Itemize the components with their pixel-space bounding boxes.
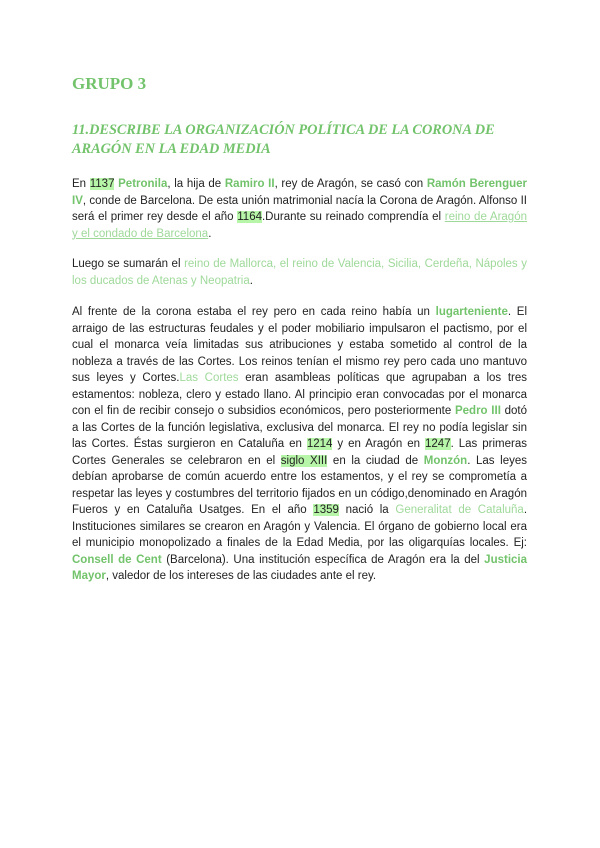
text-run: , valedor de los intereses de las ciudades ante el rey. bbox=[105, 570, 377, 582]
highlighted-year: 1214 bbox=[306, 438, 333, 450]
name-petronila: Petronila bbox=[118, 178, 168, 190]
term-consell: Consell de Cent bbox=[72, 553, 162, 566]
highlighted-year: 1137 bbox=[89, 178, 115, 190]
name-ramon: Ramón Berenguer IV bbox=[72, 178, 527, 207]
text-run: eran asambleas políticas que agrupaban a los tres estamentos: nobleza, clero y estado llano. Al principio eran convocadas por el monarca con el fin de recibir consejo o subsidios económicos, pero posteriormente bbox=[72, 372, 527, 417]
term-justicia: Justicia Mayor bbox=[72, 553, 527, 582]
text-run: , rey de Aragón, se casó con bbox=[274, 178, 427, 190]
text-run: . El arraigo de las estructuras feudales y el poder mobiliario impulsaron el pactismo, por el cual el monarca veía limitadas sus atribuciones y estaba sometido al control de la nobleza a través de las Cortes. Los reinos tenían el mismo rey pero cada uno mantuvo sus leyes y Cortes. bbox=[72, 306, 527, 384]
text-run: . Las leyes debían aprobarse de común acuerdo entre los estamentos, y el rey se comprometía a respetar las leyes y costumbres del territorio fijados en un código,denominado en Aragón Fueros y en Cataluña Usatges. En el año bbox=[72, 454, 527, 516]
section-title: 11.DESCRIBE LA ORGANIZACIÓN POLÍTICA DE LA CORONA DE ARAGÓN EN LA EDAD MEDIA bbox=[72, 122, 495, 157]
place-monzon: Monzón bbox=[423, 454, 468, 467]
group-title: GRUPO 3 bbox=[72, 74, 147, 93]
kingdoms-list: reino de Mallorca, el reino de Valencia, Sicilia, Cerdeña, Nápoles y los ducados de Atenas y Neopatria bbox=[72, 258, 527, 287]
text-run: . bbox=[249, 274, 253, 287]
territories-link[interactable]: reino de Aragón y el condado de Barcelona bbox=[72, 211, 527, 240]
text-run: y en Aragón en bbox=[332, 438, 426, 450]
text-run: . bbox=[208, 227, 212, 240]
paragraph-2 bbox=[72, 256, 527, 289]
text-run: Al frente de la corona estaba el rey pero en cada reino había un bbox=[72, 306, 436, 318]
paragraph-1 bbox=[72, 176, 527, 242]
name-pedro: Pedro III bbox=[454, 405, 501, 417]
name-ramiro: Ramiro II bbox=[224, 178, 275, 190]
text-run: Luego se sumarán el bbox=[72, 258, 185, 270]
text-run: , la hija de bbox=[167, 178, 225, 190]
text-run: (Barcelona). Una institución específica de Aragón era la del bbox=[161, 553, 485, 566]
highlighted-year: 1359 bbox=[313, 504, 339, 516]
term-lugarteniente: lugarteniente bbox=[435, 306, 508, 318]
term-generalitat: Generalitat de Cataluña bbox=[395, 504, 524, 516]
term-cortes: Las Cortes bbox=[179, 372, 239, 384]
highlighted-year: 1247 bbox=[425, 438, 451, 450]
text-run: . Las primeras Cortes Generales se celebraron en el bbox=[72, 438, 528, 467]
text-run: nació la bbox=[338, 504, 396, 516]
highlighted-century: siglo XIII bbox=[280, 454, 328, 467]
text-run: dotó a las Cortes de la función legislativa, exclusiva del monarca. El rey no podía legislar sin las Cortes. Éstas surgieron en Cataluña en bbox=[72, 405, 527, 450]
text-run: . Instituciones similares se crearon en Aragón y Valencia. El órgano de gobierno local era el municipio monopolizado a finales de la Edad Media, por las oligarquías locales. Ej: bbox=[72, 504, 528, 549]
highlighted-year: 1164 bbox=[237, 211, 262, 223]
text-run: En bbox=[72, 178, 90, 190]
text-run: en la ciudad de bbox=[327, 454, 424, 467]
paragraph-3 bbox=[72, 304, 527, 585]
text-run: , conde de Barcelona. De esta unión matrimonial nacía la Corona de Aragón. Alfonso II será el primer rey desde el año bbox=[72, 194, 527, 223]
text-run: .Durante su reinado comprendía el bbox=[261, 211, 445, 223]
